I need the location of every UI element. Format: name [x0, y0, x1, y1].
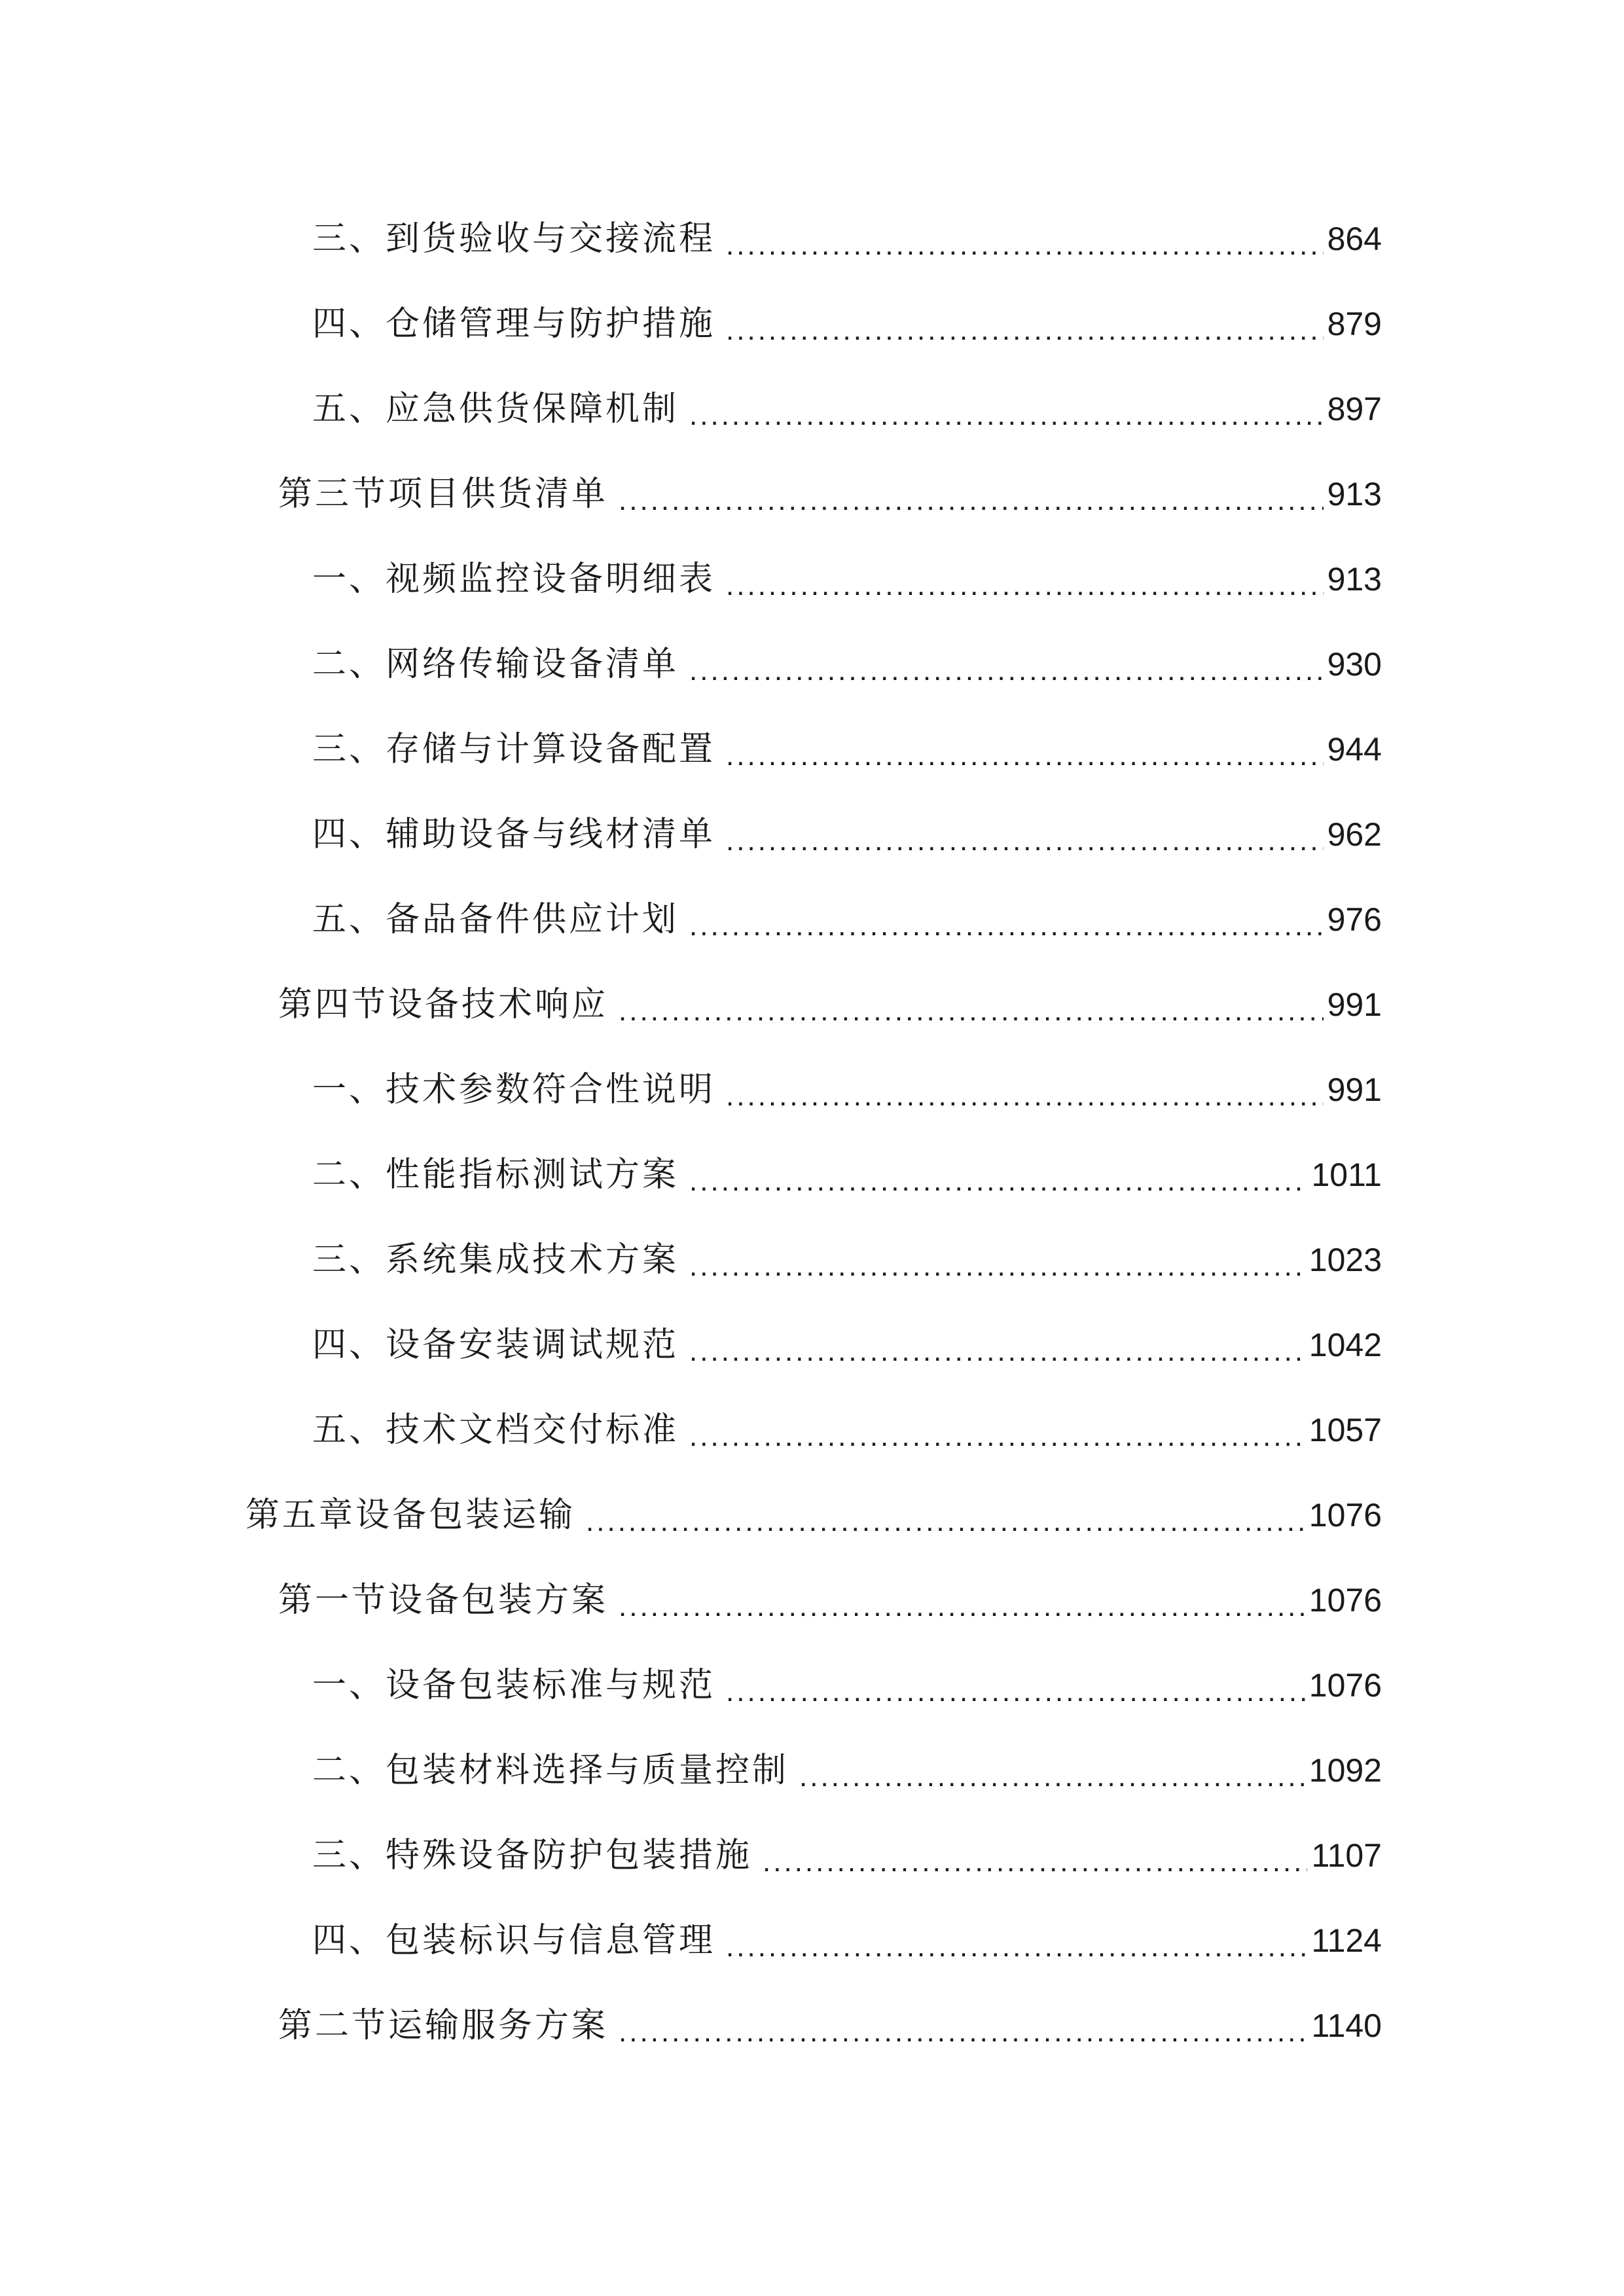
toc-dot-leader: [619, 468, 1324, 520]
toc-page-number: 1042: [1308, 1327, 1382, 1363]
toc-entry-title: 五、应急供货保障机制: [312, 389, 679, 429]
toc-page-number: 1011: [1311, 1157, 1382, 1193]
toc-page-number: 991: [1327, 986, 1382, 1023]
toc-page-number: 897: [1327, 391, 1382, 427]
toc-dot-leader: [586, 1489, 1305, 1541]
toc-dot-leader: [726, 723, 1324, 776]
toc-dot-leader: [726, 1914, 1307, 1967]
toc-entry-title: 第五章设备包装运输: [245, 1496, 576, 1535]
toc-chapter-entry[interactable]: [245, 1489, 1382, 1541]
toc-dot-leader: [726, 1064, 1324, 1116]
toc-entry-title: 一、视频监控设备明细表: [312, 560, 716, 599]
toc-entry-title: 第二节运输服务方案: [278, 2006, 609, 2045]
toc-dot-leader: [763, 1829, 1307, 1882]
toc-entry-title: 第四节设备技术响应: [278, 985, 609, 1024]
toc-entry-title: 第三节项目供货清单: [278, 475, 609, 514]
toc-dot-leader: [619, 2000, 1307, 2052]
toc-page-number: 1076: [1308, 1667, 1382, 1704]
toc-page-number: 879: [1327, 306, 1382, 342]
toc-entry-title: 三、系统集成技术方案: [312, 1240, 679, 1280]
toc-page-number: 1057: [1308, 1412, 1382, 1448]
toc-page-number: 913: [1327, 476, 1382, 512]
toc-entry[interactable]: [312, 553, 1382, 605]
toc-dot-leader: [726, 553, 1324, 605]
toc-page-number: 1076: [1308, 1582, 1382, 1619]
toc-page-number: 1023: [1308, 1242, 1382, 1278]
toc-entry[interactable]: [312, 1319, 1382, 1371]
toc-page-number: 991: [1327, 1071, 1382, 1108]
toc-dot-leader: [689, 383, 1324, 435]
toc-dot-leader: [726, 808, 1324, 861]
toc-section-entry[interactable]: [278, 2000, 1382, 2052]
toc-section-entry[interactable]: [278, 978, 1382, 1031]
toc-entry[interactable]: [312, 1659, 1382, 1712]
toc-entry-title: 五、技术文档交付标准: [312, 1410, 679, 1450]
toc-entry[interactable]: [312, 1914, 1382, 1967]
toc-page-number: 1140: [1311, 2007, 1382, 2044]
toc-entry-title: 三、到货验收与交接流程: [312, 219, 716, 259]
toc-page-number: 864: [1327, 221, 1382, 257]
toc-dot-leader: [726, 298, 1324, 350]
toc-entry-title: 四、辅助设备与线材清单: [312, 815, 716, 854]
toc-dot-leader: [726, 1659, 1305, 1712]
toc-section-entry[interactable]: [278, 468, 1382, 520]
toc-dot-leader: [619, 978, 1324, 1031]
toc-page-number: 1107: [1311, 1837, 1382, 1874]
toc-entry-title: 二、网络传输设备清单: [312, 645, 679, 684]
toc-dot-leader: [799, 1744, 1305, 1797]
toc-page-number: 1076: [1308, 1497, 1382, 1534]
toc-dot-leader: [689, 1149, 1307, 1201]
toc-page-number: 1092: [1308, 1752, 1382, 1789]
toc-dot-leader: [689, 1319, 1305, 1371]
toc-entry[interactable]: [312, 893, 1382, 946]
toc-entry-title: 二、包装材料选择与质量控制: [312, 1751, 789, 1790]
toc-dot-leader: [726, 213, 1324, 265]
toc-entry-title: 三、存储与计算设备配置: [312, 730, 716, 769]
toc-dot-leader: [689, 1404, 1305, 1456]
toc-entry-title: 二、性能指标测试方案: [312, 1155, 679, 1194]
toc-entry-title: 第一节设备包装方案: [278, 1581, 609, 1620]
toc-page-number: 962: [1327, 816, 1382, 853]
toc-entry[interactable]: [312, 723, 1382, 776]
toc-page-number: 930: [1327, 646, 1382, 683]
toc-page-number: 913: [1327, 561, 1382, 598]
toc-entry[interactable]: [312, 1064, 1382, 1116]
toc-entry[interactable]: [312, 808, 1382, 861]
toc-entry[interactable]: [312, 1404, 1382, 1456]
toc-entry-title: 四、包装标识与信息管理: [312, 1921, 716, 1960]
toc-dot-leader: [689, 893, 1324, 946]
toc-entry[interactable]: [312, 298, 1382, 350]
toc-entry-title: 一、技术参数符合性说明: [312, 1070, 716, 1109]
toc-entry[interactable]: [312, 383, 1382, 435]
toc-entry-title: 四、仓储管理与防护措施: [312, 304, 716, 344]
toc-entry-title: 一、设备包装标准与规范: [312, 1666, 716, 1705]
toc-entry-title: 四、设备安装调试规范: [312, 1325, 679, 1365]
toc-dot-leader: [689, 1234, 1305, 1286]
toc-entry[interactable]: [312, 1234, 1382, 1286]
toc-entry[interactable]: [312, 213, 1382, 265]
toc-entry[interactable]: [312, 1149, 1382, 1201]
toc-entry[interactable]: [312, 1829, 1382, 1882]
toc-entry[interactable]: [312, 638, 1382, 691]
toc-section-entry[interactable]: [278, 1574, 1382, 1626]
toc-page-number: 976: [1327, 901, 1382, 938]
toc-entry[interactable]: [312, 1744, 1382, 1797]
toc-entry-title: 三、特殊设备防护包装措施: [312, 1836, 753, 1875]
toc-dot-leader: [689, 638, 1324, 691]
toc-page-number: 944: [1327, 731, 1382, 768]
toc-dot-leader: [619, 1574, 1305, 1626]
toc-entry-title: 五、备品备件供应计划: [312, 900, 679, 939]
toc-page-number: 1124: [1311, 1922, 1382, 1959]
